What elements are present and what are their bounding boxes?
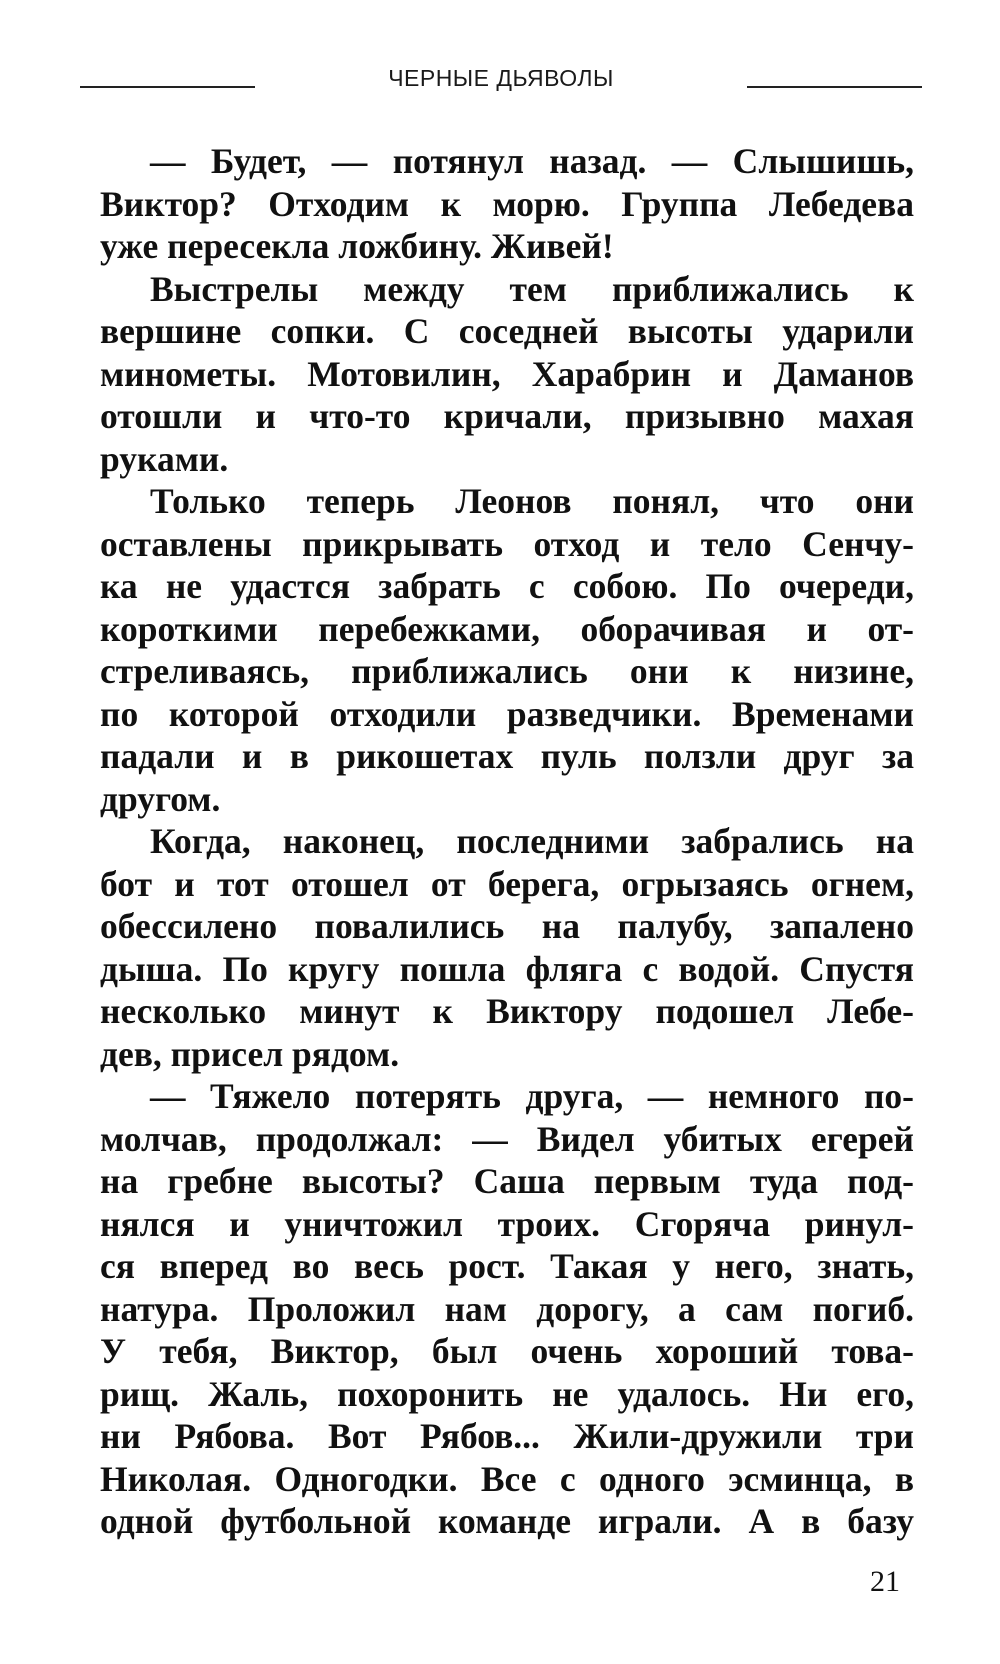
text-line: стреливаясь, приближались они к низине, bbox=[100, 651, 914, 691]
text-line: по которой отходили разведчики. Временами bbox=[100, 693, 914, 734]
text-line: натура. Проложил нам дорогу, а сам погиб. bbox=[100, 1288, 914, 1329]
text-line: Николая. Одногодки. Все с одного эсминца, в bbox=[100, 1458, 914, 1499]
running-title: ЧЕРНЫЕ ДЬЯВОЛЫ bbox=[388, 64, 614, 91]
text-line: Выстрелы между тем приближались к bbox=[150, 268, 914, 309]
text-line: руками. bbox=[100, 438, 229, 479]
text-line: другом. bbox=[100, 778, 221, 819]
body-text bbox=[100, 140, 914, 1543]
text-line: ся вперед во весь рост. Такая у него, знать, bbox=[100, 1246, 914, 1286]
page-number: 21 bbox=[870, 1565, 900, 1598]
text-line: Виктор? Отходим к морю. Группа Лебедева bbox=[100, 183, 914, 224]
text-line: отошли и что-то кричали, призывно махая bbox=[100, 396, 914, 436]
text-line: дыша. По кругу пошла фляга с водой. Спустя bbox=[100, 948, 914, 989]
header-rule-left bbox=[80, 86, 255, 88]
text-line: — Тяжело потерять друга, — немного по- bbox=[150, 1076, 914, 1116]
text-line: вершине сопки. С соседней высоты ударили bbox=[100, 311, 914, 351]
text-line: Когда, наконец, последними забрались на bbox=[150, 821, 914, 861]
text-line: молчав, продолжал: — Видел убитых егерей bbox=[100, 1118, 914, 1159]
text-line: — Будет, — потянул назад. — Слышишь, bbox=[150, 141, 914, 181]
text-line: оставлены прикрывать отход и тело Сенчу- bbox=[100, 523, 914, 564]
text-line: одной футбольной команде играли. А в базу bbox=[100, 1501, 914, 1541]
text-line: уже пересекла ложбину. Живей! bbox=[100, 226, 614, 266]
text-line: несколько минут к Виктору подошел Лебе- bbox=[100, 991, 914, 1031]
text-line: короткими перебежками, оборачивая и от- bbox=[100, 608, 914, 649]
text-line: рищ. Жаль, похоронить не удалось. Ни его, bbox=[100, 1373, 914, 1414]
text-line: дев, присел рядом. bbox=[100, 1033, 400, 1074]
text-line: минометы. Мотовилин, Харабрин и Даманов bbox=[100, 353, 914, 394]
text-line: на гребне высоты? Саша первым туда под- bbox=[100, 1161, 914, 1201]
running-header bbox=[80, 58, 922, 98]
text-line: Только теперь Леонов понял, что они bbox=[150, 481, 914, 521]
text-line: ни Рябова. Вот Рябов... Жили-дружили три bbox=[100, 1416, 914, 1456]
text-line: У тебя, Виктор, был очень хороший това- bbox=[100, 1331, 914, 1371]
text-line: бот и тот отошел от берега, огрызаясь огнем, bbox=[100, 863, 914, 904]
text-line: ка не удастся забрать с собою. По очереди, bbox=[100, 566, 914, 606]
text-line: нялся и уничтожил троих. Сгоряча ринул- bbox=[100, 1203, 914, 1244]
header-rule-right bbox=[747, 86, 922, 88]
text-line: обессилено повалились на палубу, запалено bbox=[100, 906, 914, 946]
text-line: падали и в рикошетах пуль ползли друг за bbox=[100, 736, 914, 776]
